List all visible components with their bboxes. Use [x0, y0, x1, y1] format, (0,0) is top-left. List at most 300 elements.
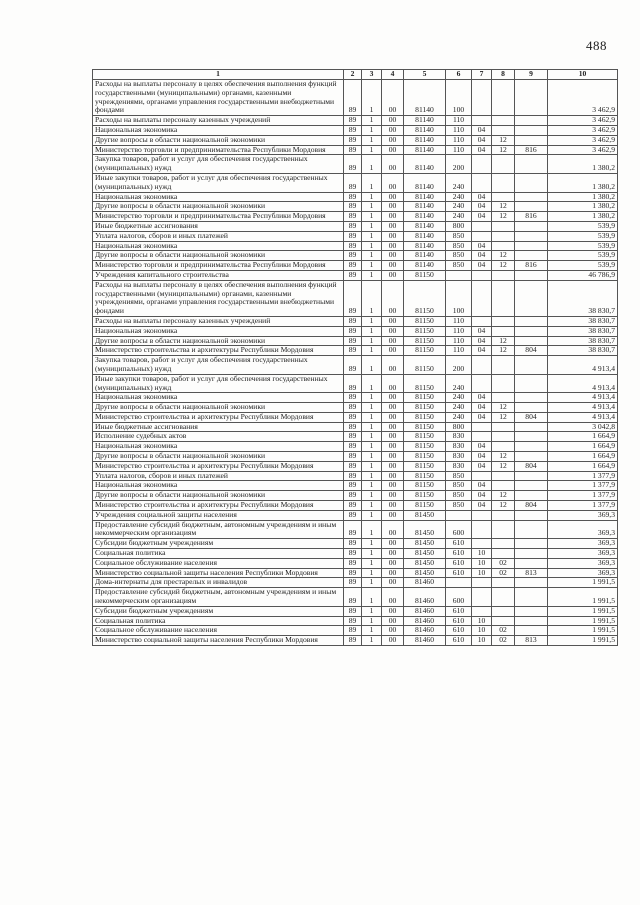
cell-amount: 369,3 [548, 510, 618, 520]
cell-subsection [492, 432, 515, 442]
cell-code-2: 89 [344, 251, 362, 261]
table-row [93, 422, 618, 432]
table-row [93, 270, 618, 280]
cell-expense-type: 610 [446, 606, 472, 616]
cell-expense-type: 610 [446, 568, 472, 578]
cell-code-3: 1 [362, 461, 382, 471]
cell-ministry-code [515, 539, 548, 549]
cell-section: 04 [472, 452, 492, 462]
cell-target-article: 81150 [404, 326, 446, 336]
cell-section [472, 422, 492, 432]
cell-target-article: 81140 [404, 80, 446, 116]
cell-expense-type: 240 [446, 173, 472, 192]
cell-amount: 1 991,5 [548, 626, 618, 636]
cell-amount: 3 462,9 [548, 80, 618, 116]
cell-target-article: 81150 [404, 412, 446, 422]
cell-code-4: 00 [382, 588, 404, 607]
cell-section [472, 155, 492, 174]
cell-code-4: 00 [382, 356, 404, 375]
cell-ministry-code [515, 231, 548, 241]
cell-expense-type: 850 [446, 501, 472, 511]
cell-section [472, 520, 492, 539]
table-row [93, 125, 618, 135]
cell-code-2: 89 [344, 558, 362, 568]
cell-code-3: 1 [362, 241, 382, 251]
cell-section: 04 [472, 461, 492, 471]
cell-code-3: 1 [362, 374, 382, 393]
cell-ministry-code [515, 316, 548, 326]
cell-ministry-code [515, 442, 548, 452]
cell-expense-type: 240 [446, 212, 472, 222]
cell-target-article: 81150 [404, 270, 446, 280]
cell-subsection [492, 510, 515, 520]
cell-ministry-code [515, 251, 548, 261]
cell-expense-type: 850 [446, 261, 472, 271]
cell-code-3: 1 [362, 520, 382, 539]
cell-subsection: 12 [492, 135, 515, 145]
cell-ministry-code [515, 336, 548, 346]
cell-subsection [492, 280, 515, 316]
cell-ministry-code [515, 326, 548, 336]
cell-code-3: 1 [362, 135, 382, 145]
cell-code-3: 1 [362, 326, 382, 336]
cell-code-3: 1 [362, 616, 382, 626]
cell-subsection [492, 221, 515, 231]
cell-code-4: 00 [382, 221, 404, 231]
cell-target-article: 81140 [404, 261, 446, 271]
cell-target-article: 81460 [404, 578, 446, 588]
cell-code-2: 89 [344, 316, 362, 326]
cell-name: Уплата налогов, сборов и иных платежей [93, 471, 344, 481]
table-row [93, 145, 618, 155]
cell-code-3: 1 [362, 403, 382, 413]
cell-code-3: 1 [362, 539, 382, 549]
table-row [93, 356, 618, 375]
cell-code-4: 00 [382, 432, 404, 442]
cell-code-3: 1 [362, 192, 382, 202]
table-row [93, 481, 618, 491]
cell-code-4: 00 [382, 261, 404, 271]
cell-subsection [492, 549, 515, 559]
cell-code-4: 00 [382, 393, 404, 403]
cell-subsection [492, 116, 515, 126]
cell-expense-type: 110 [446, 326, 472, 336]
cell-expense-type: 830 [446, 461, 472, 471]
cell-name: Национальная экономика [93, 481, 344, 491]
cell-code-3: 1 [362, 481, 382, 491]
cell-subsection [492, 539, 515, 549]
cell-subsection: 02 [492, 568, 515, 578]
cell-target-article: 81450 [404, 558, 446, 568]
cell-code-2: 89 [344, 202, 362, 212]
cell-subsection: 12 [492, 403, 515, 413]
cell-ministry-code [515, 481, 548, 491]
cell-ministry-code [515, 135, 548, 145]
cell-section: 04 [472, 192, 492, 202]
cell-section: 04 [472, 501, 492, 511]
cell-name: Другие вопросы в области национальной экономики [93, 202, 344, 212]
cell-code-3: 1 [362, 202, 382, 212]
cell-amount: 38 830,7 [548, 326, 618, 336]
cell-amount: 1 380,2 [548, 202, 618, 212]
cell-code-3: 1 [362, 336, 382, 346]
cell-name: Министерство социальной защиты населения Республики Мордовия [93, 636, 344, 646]
cell-code-3: 1 [362, 606, 382, 616]
cell-name: Министерство строительства и архитектуры Республики Мордовия [93, 412, 344, 422]
cell-code-3: 1 [362, 636, 382, 646]
cell-section: 04 [472, 145, 492, 155]
cell-amount: 1 377,9 [548, 471, 618, 481]
cell-target-article: 81450 [404, 568, 446, 578]
cell-section [472, 374, 492, 393]
cell-code-3: 1 [362, 558, 382, 568]
table-row [93, 549, 618, 559]
cell-code-4: 00 [382, 125, 404, 135]
cell-code-2: 89 [344, 270, 362, 280]
cell-amount: 1 664,9 [548, 461, 618, 471]
cell-ministry-code [515, 422, 548, 432]
cell-code-3: 1 [362, 452, 382, 462]
cell-expense-type: 800 [446, 221, 472, 231]
cell-section: 10 [472, 616, 492, 626]
cell-target-article: 81140 [404, 145, 446, 155]
cell-ministry-code: 804 [515, 346, 548, 356]
cell-expense-type: 610 [446, 539, 472, 549]
cell-code-2: 89 [344, 393, 362, 403]
table-row [93, 280, 618, 316]
cell-name: Национальная экономика [93, 125, 344, 135]
cell-section: 04 [472, 393, 492, 403]
cell-section: 04 [472, 403, 492, 413]
cell-subsection: 12 [492, 412, 515, 422]
budget-table [92, 69, 618, 646]
cell-code-2: 89 [344, 374, 362, 393]
cell-code-3: 1 [362, 422, 382, 432]
cell-expense-type [446, 510, 472, 520]
cell-expense-type [446, 578, 472, 588]
cell-amount: 1 991,5 [548, 606, 618, 616]
cell-code-2: 89 [344, 461, 362, 471]
cell-code-2: 89 [344, 481, 362, 491]
cell-code-4: 00 [382, 116, 404, 126]
cell-target-article: 81140 [404, 192, 446, 202]
cell-name: Расходы на выплаты персоналу в целях обеспечения выполнения функций государственными (муниципальными) органами, казенными учреждениями, органами управления государственными внебюджетными фондами [93, 280, 344, 316]
cell-amount: 369,3 [548, 549, 618, 559]
cell-target-article: 81450 [404, 510, 446, 520]
cell-target-article: 81150 [404, 356, 446, 375]
cell-ministry-code [515, 549, 548, 559]
cell-subsection: 12 [492, 212, 515, 222]
cell-name: Другие вопросы в области национальной экономики [93, 336, 344, 346]
cell-code-2: 89 [344, 116, 362, 126]
table-row [93, 501, 618, 511]
cell-code-2: 89 [344, 356, 362, 375]
cell-amount: 369,3 [548, 558, 618, 568]
cell-name: Министерство торговли и предпринимательства Республики Мордовия [93, 261, 344, 271]
cell-expense-type: 610 [446, 616, 472, 626]
cell-section: 04 [472, 412, 492, 422]
cell-amount: 38 830,7 [548, 280, 618, 316]
cell-amount: 1 991,5 [548, 588, 618, 607]
cell-code-4: 00 [382, 606, 404, 616]
cell-code-2: 89 [344, 145, 362, 155]
cell-name: Учреждения капитального строительства [93, 270, 344, 280]
cell-name: Уплата налогов, сборов и иных платежей [93, 231, 344, 241]
cell-code-2: 89 [344, 578, 362, 588]
cell-section: 04 [472, 251, 492, 261]
cell-amount: 1 664,9 [548, 432, 618, 442]
cell-subsection: 12 [492, 336, 515, 346]
cell-target-article: 81450 [404, 520, 446, 539]
cell-code-4: 00 [382, 403, 404, 413]
cell-expense-type: 800 [446, 422, 472, 432]
cell-code-3: 1 [362, 173, 382, 192]
header-cell-expense-type: 6 [446, 70, 472, 80]
cell-name: Учреждения социальной защиты населения [93, 510, 344, 520]
cell-expense-type: 600 [446, 520, 472, 539]
cell-code-3: 1 [362, 442, 382, 452]
cell-amount: 1 377,9 [548, 481, 618, 491]
table-row [93, 336, 618, 346]
cell-ministry-code [515, 606, 548, 616]
cell-subsection [492, 192, 515, 202]
cell-name: Социальная политика [93, 616, 344, 626]
cell-section: 04 [472, 491, 492, 501]
cell-name: Субсидии бюджетным учреждениям [93, 606, 344, 616]
cell-amount: 539,9 [548, 261, 618, 271]
cell-ministry-code: 813 [515, 568, 548, 578]
cell-code-3: 1 [362, 626, 382, 636]
cell-name: Расходы на выплаты персоналу казенных учреждений [93, 116, 344, 126]
table-row [93, 578, 618, 588]
cell-code-3: 1 [362, 568, 382, 578]
cell-amount: 369,3 [548, 568, 618, 578]
cell-target-article: 81150 [404, 461, 446, 471]
cell-expense-type: 610 [446, 636, 472, 646]
cell-expense-type: 100 [446, 280, 472, 316]
cell-code-4: 00 [382, 241, 404, 251]
cell-code-2: 89 [344, 403, 362, 413]
cell-target-article: 81140 [404, 125, 446, 135]
cell-amount: 3 462,9 [548, 145, 618, 155]
cell-expense-type: 850 [446, 251, 472, 261]
cell-amount: 539,9 [548, 251, 618, 261]
cell-section [472, 221, 492, 231]
cell-code-2: 89 [344, 326, 362, 336]
cell-ministry-code [515, 510, 548, 520]
cell-section [472, 539, 492, 549]
cell-ministry-code [515, 520, 548, 539]
cell-name: Иные бюджетные ассигнования [93, 422, 344, 432]
table-row [93, 442, 618, 452]
cell-code-2: 89 [344, 173, 362, 192]
cell-code-2: 89 [344, 412, 362, 422]
cell-target-article: 81150 [404, 393, 446, 403]
cell-target-article: 81460 [404, 626, 446, 636]
cell-expense-type: 110 [446, 346, 472, 356]
cell-code-4: 00 [382, 461, 404, 471]
cell-section: 04 [472, 326, 492, 336]
cell-target-article: 81460 [404, 588, 446, 607]
cell-subsection: 12 [492, 501, 515, 511]
cell-code-3: 1 [362, 261, 382, 271]
cell-code-4: 00 [382, 616, 404, 626]
cell-code-3: 1 [362, 578, 382, 588]
cell-name: Расходы на выплаты персоналу казенных учреждений [93, 316, 344, 326]
cell-expense-type: 610 [446, 558, 472, 568]
cell-subsection [492, 173, 515, 192]
table-header-row [93, 70, 618, 80]
cell-code-2: 89 [344, 155, 362, 174]
table-row [93, 626, 618, 636]
cell-subsection: 12 [492, 202, 515, 212]
cell-target-article: 81140 [404, 135, 446, 145]
cell-section: 04 [472, 481, 492, 491]
table-row [93, 116, 618, 126]
cell-target-article: 81150 [404, 442, 446, 452]
cell-target-article: 81450 [404, 539, 446, 549]
cell-ministry-code [515, 356, 548, 375]
cell-name: Закупка товаров, работ и услуг для обеспечения государственных (муниципальных) нужд [93, 155, 344, 174]
cell-target-article: 81150 [404, 346, 446, 356]
cell-name: Социальное обслуживание населения [93, 626, 344, 636]
table-row [93, 558, 618, 568]
table-row [93, 461, 618, 471]
cell-subsection: 12 [492, 145, 515, 155]
header-cell-name: 1 [93, 70, 344, 80]
table-row [93, 636, 618, 646]
cell-code-3: 1 [362, 155, 382, 174]
cell-amount: 3 462,9 [548, 116, 618, 126]
cell-ministry-code [515, 241, 548, 251]
cell-subsection [492, 393, 515, 403]
cell-code-2: 89 [344, 346, 362, 356]
cell-code-2: 89 [344, 452, 362, 462]
cell-subsection: 12 [492, 491, 515, 501]
cell-code-2: 89 [344, 241, 362, 251]
cell-ministry-code: 804 [515, 412, 548, 422]
cell-code-3: 1 [362, 501, 382, 511]
cell-amount: 3 042,8 [548, 422, 618, 432]
cell-ministry-code [515, 588, 548, 607]
cell-expense-type: 240 [446, 412, 472, 422]
cell-amount: 4 913,4 [548, 393, 618, 403]
table-body [93, 70, 618, 646]
table-row [93, 471, 618, 481]
cell-section: 04 [472, 212, 492, 222]
header-cell-section: 7 [472, 70, 492, 80]
cell-expense-type: 610 [446, 549, 472, 559]
cell-code-3: 1 [362, 393, 382, 403]
cell-subsection: 12 [492, 261, 515, 271]
cell-section: 10 [472, 549, 492, 559]
cell-code-4: 00 [382, 336, 404, 346]
cell-amount: 1 991,5 [548, 636, 618, 646]
cell-target-article: 81150 [404, 501, 446, 511]
cell-code-4: 00 [382, 412, 404, 422]
cell-name: Другие вопросы в области национальной экономики [93, 491, 344, 501]
cell-name: Министерство торговли и предпринимательства Республики Мордовия [93, 145, 344, 155]
cell-code-4: 00 [382, 212, 404, 222]
cell-ministry-code [515, 578, 548, 588]
cell-amount: 1 991,5 [548, 578, 618, 588]
cell-code-3: 1 [362, 251, 382, 261]
cell-code-4: 00 [382, 231, 404, 241]
cell-ministry-code [515, 155, 548, 174]
table-row [93, 80, 618, 116]
table-row [93, 432, 618, 442]
cell-name: Другие вопросы в области национальной экономики [93, 251, 344, 261]
cell-expense-type: 830 [446, 432, 472, 442]
cell-subsection [492, 231, 515, 241]
cell-ministry-code [515, 393, 548, 403]
cell-section: 10 [472, 568, 492, 578]
cell-section: 10 [472, 626, 492, 636]
cell-ministry-code [515, 626, 548, 636]
cell-target-article: 81150 [404, 422, 446, 432]
cell-code-4: 00 [382, 316, 404, 326]
cell-code-4: 00 [382, 539, 404, 549]
cell-name: Социальное обслуживание населения [93, 558, 344, 568]
cell-section [472, 471, 492, 481]
cell-code-2: 89 [344, 125, 362, 135]
cell-code-2: 89 [344, 261, 362, 271]
cell-ministry-code: 816 [515, 261, 548, 271]
cell-amount: 1 380,2 [548, 212, 618, 222]
cell-expense-type: 110 [446, 316, 472, 326]
cell-expense-type: 850 [446, 241, 472, 251]
table-row [93, 231, 618, 241]
cell-section [472, 270, 492, 280]
cell-name: Министерство социальной защиты населения Республики Мордовия [93, 568, 344, 578]
cell-subsection: 12 [492, 452, 515, 462]
cell-code-2: 89 [344, 422, 362, 432]
cell-target-article: 81150 [404, 374, 446, 393]
cell-expense-type: 850 [446, 231, 472, 241]
cell-name: Министерство строительства и архитектуры Республики Мордовия [93, 461, 344, 471]
cell-code-2: 89 [344, 280, 362, 316]
cell-expense-type: 240 [446, 374, 472, 393]
cell-code-4: 00 [382, 251, 404, 261]
cell-name: Министерство строительства и архитектуры Республики Мордовия [93, 501, 344, 511]
cell-section [472, 606, 492, 616]
cell-expense-type: 850 [446, 491, 472, 501]
cell-subsection [492, 356, 515, 375]
header-cell-code-4: 4 [382, 70, 404, 80]
cell-ministry-code [515, 452, 548, 462]
cell-code-4: 00 [382, 520, 404, 539]
cell-name: Национальная экономика [93, 241, 344, 251]
cell-subsection [492, 481, 515, 491]
cell-ministry-code [515, 432, 548, 442]
cell-ministry-code [515, 374, 548, 393]
cell-subsection [492, 155, 515, 174]
cell-code-3: 1 [362, 231, 382, 241]
cell-name: Иные закупки товаров, работ и услуг для обеспечения государственных (муниципальных) нужд [93, 374, 344, 393]
cell-code-3: 1 [362, 221, 382, 231]
cell-expense-type: 240 [446, 403, 472, 413]
table-row [93, 539, 618, 549]
cell-expense-type [446, 270, 472, 280]
table-row [93, 155, 618, 174]
table-row [93, 316, 618, 326]
cell-target-article: 81150 [404, 481, 446, 491]
cell-subsection [492, 616, 515, 626]
cell-amount: 1 377,9 [548, 491, 618, 501]
cell-code-4: 00 [382, 626, 404, 636]
cell-ministry-code [515, 471, 548, 481]
cell-code-4: 00 [382, 578, 404, 588]
